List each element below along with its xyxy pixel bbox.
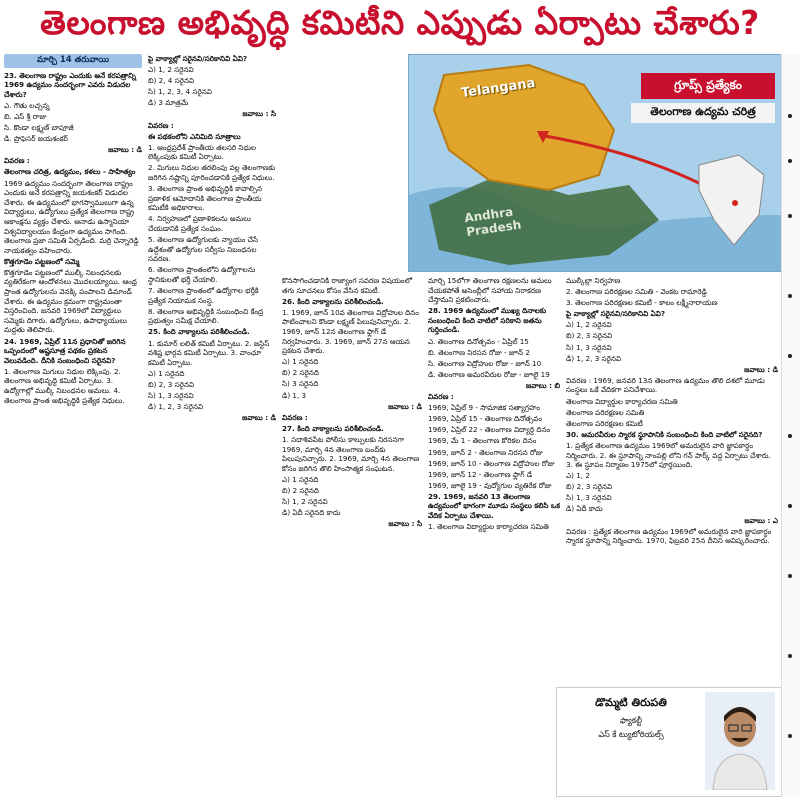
question-30-body: 1. ప్రత్యేక తెలంగాణ ఉద్యమం 1969లో అమరులైన వారి జ్ఞాపకార్థం నిర్మించారు. 2. ఈ స్థూపాన్ని నాంపల్లి లోని గన్ పార్క్ వద్ద ఏర్పాటు చేశారు. 3. ఈ స్థూపం నిర్మాణం 1975లో పూర్తయింది. xyxy=(566,440,771,470)
bullet-dot xyxy=(788,294,792,298)
option-d: డి) 3 మాత్రమే xyxy=(148,98,189,108)
question-25-body: 1. కుమార్ లలిత్ కమిటీ ఏర్పాటు. 2. జస్టిస్ వశిష్ట భార్గవ కమిటీ ఏర్పాటు. 3. వాంఛూ కమిటీ ఏర్పాటు. xyxy=(148,338,270,367)
q26-option-c: సి) 3 సరైనది xyxy=(282,379,319,389)
q23-option-b: బి. ఎస్ శ్రీ రాజు xyxy=(4,111,47,121)
telangana-map-label: Telangana xyxy=(460,75,537,102)
bullet-dot xyxy=(788,574,792,578)
andhra-map-label: Andhra Pradesh xyxy=(463,204,523,240)
point-7: 7. తెలంగాణ ప్రాంతంలో ఉద్యోగాల భర్తీకి ప్రత్యేక నియామక సంస్థ. xyxy=(148,286,259,305)
q27-option-b: బి) 2 సరైనది xyxy=(282,485,319,495)
explanation-body-2: కొత్తగూడెం పట్టణంలో ముల్కీ నిబంధనలకు వ్యతిరేకంగా ఆందోళనలు మొదలయ్యాయి. ఆంధ్ర ప్రాంత ఉద్యోగులను వెనక్కి పంపాలని డిమాండ్ చేశారు. ఈ ఉద్యమం క్రమంగా రాష్ట్రమంతా విస్తరించింది. జనవరి 1969లో విద్యార్థులు సమ్మెకు దిగారు. ఉద్యోగులు, ఉపాధ్యాయులు మద్దతు తెలిపారు. xyxy=(4,267,137,335)
option-a: ఎ) 1, 2 సరైనవి xyxy=(566,320,612,330)
bullet-1: తెలంగాణ విద్యార్థుల కార్యాచరణ సమితి xyxy=(566,396,678,406)
day-6: 1969, జూన్ 10 - తెలంగాణ విద్రోహుల రోజు xyxy=(428,458,555,468)
q23-option-a: ఎ. గౌతు లచ్చన్న xyxy=(4,100,50,110)
q27-answer: జవాబు : సి xyxy=(388,519,422,529)
q23-option-d: డి. ప్రొఫెసర్ జయశంకర్ xyxy=(4,134,68,144)
bullet-2: తెలంగాణ పరిరక్షణల సమితి xyxy=(566,407,645,417)
day-4: 1969, మే 1 - తెలంగాణ కోరికల దినం xyxy=(428,436,537,446)
groups-special-badge: గ్రూప్స్ ప్రత్యేకం xyxy=(641,73,775,99)
q23-answer: జవాబు : డి xyxy=(108,145,142,155)
point-1: ముల్కీల్లా నిర్వహణ xyxy=(566,276,621,285)
subheading: ఈ పథకంలోని ఎనిమిది సూత్రాలు xyxy=(148,131,241,141)
q28-answer: జవాబు : బి xyxy=(525,380,560,390)
question-24: 24. 1969, ఏప్రిల్ 11న ప్రధానితో జరిగిన ఒప్పందంలో అష్టసూత్ర పథకం ప్రకటన వెలువడింది. దీనికి సంబంధించి సరైనవి? xyxy=(4,336,126,365)
q26-option-d: డి) 1, 3 xyxy=(282,390,307,400)
explanation-body: వివరణ : 1969, జనవరి 13న తెలంగాణ ఉద్యమం తొలి దశలో మూడు సంస్థలు ఒకే వేదికగా పనిచేశాయి. xyxy=(566,375,765,395)
intro-text: కొనసాగించడానికి రాజ్యాంగ సవరణ విషయంలో తగు సూచనలు కోసం వేసిన కమిటీ. xyxy=(282,276,412,295)
q30-option-b: బి) 2, 3 సరైనవి xyxy=(566,482,613,492)
movement-history-label: తెలంగాణ ఉద్యమ చరిత్ర xyxy=(631,103,775,123)
q25-option-d: డి) 1, 2, 3 సరైనవి xyxy=(148,402,204,412)
explanation-head: వివరణ : xyxy=(148,120,174,130)
question-30: 30. ఆమరవీరుల స్మారక స్థూపానికి సంబంధించి కింది వాటిలో సరైనది? xyxy=(566,429,763,439)
q26-option-b: బి) 2 సరైనది xyxy=(282,368,319,378)
page-headline: తెలంగాణ అభివృద్ధి కమిటీని ఎప్పుడు ఏర్పాటు చేశారు? xyxy=(40,2,760,42)
option-c: సి) 1, 3 సరైనవి xyxy=(566,342,612,352)
q27-option-a: ఎ) 1 సరైనది xyxy=(282,474,319,484)
q26-answer: జవాబు : డి xyxy=(388,401,422,411)
column-4 xyxy=(428,276,560,684)
option-b: బి) 2, 3 సరైనవి xyxy=(566,331,613,341)
bullet-dot xyxy=(788,654,792,658)
point-1: 1. ఆంధ్రప్రదేశ్ ప్రాంతీయ తలసరి నిధుల లెక్కింపుకు కమిటీ ఏర్పాటు. xyxy=(148,142,257,162)
option-a: ఎ) 1, 2 సరైనవి xyxy=(148,65,194,75)
author-role: ఫ్యాకల్టీ xyxy=(620,716,642,725)
point-3: 3. తెలంగాణ పరిరక్షణల కమిటీ - కాలం లక్ష్మీనారాయణ xyxy=(566,298,718,308)
option-b: బి) 2, 4 సరైనవి xyxy=(148,76,195,86)
q30-answer: జవాబు : ఎ xyxy=(744,515,778,525)
explanation-body: 1969 ఉద్యమం సందర్భంగా తెలంగాణ రాష్ట్రం ఎందుకు అనే కరపత్రాన్ని జయశంకర్ విడుదల చేశారు. ఈ ఉద్యమంలో భాగస్వాములుగా ఉన్న విద్యార్థులు, ఉద్యోగులు ప్రత్యేక తెలంగాణ రాష్ట్ర ఆకాంక్షను వ్యక్తం చేశారు. ఆనాడు ఉస్మానియా విశ్వవిద్యాలయం కేంద్రంగా ఉద్యమం సాగింది. తెలంగాణ ప్రజా సమితి ఏర్పడింది. మర్రి చెన్నారెడ్డి నాయకత్వం వహించారు. xyxy=(4,178,139,255)
day-2: 1969, ఏప్రిల్ 15 - తెలంగాణ దినోత్సవం xyxy=(428,414,543,424)
topic-head: తెలంగాణ చరిత్ర, ఉద్యమం, కళలు - సాహిత్యం xyxy=(4,167,136,177)
day-8: 1969, జూలై 19 - వుద్యోగుల వ్యతిరేక రోజు xyxy=(428,480,552,490)
bullet-dot xyxy=(788,159,792,163)
q28-option-b: బి. తెలంగాణ నిరసన రోజు - జూన్ 2 xyxy=(428,347,530,357)
q23-option-c: సి. కొండా లక్ష్మణ్ బాపూజీ xyxy=(4,123,74,133)
bullet-dot xyxy=(788,354,792,358)
author-box xyxy=(556,687,782,797)
point-6: 6. తెలంగాణ ప్రాంతంలోని ఉద్యోగాలను స్థానికులతో భర్తీ చేయాలి. xyxy=(148,265,256,284)
column-2 xyxy=(148,54,276,794)
question-26: 26. కింది వాక్యాలను పరిశీలించండి. xyxy=(282,296,384,306)
question-25: 25. కింది వాక్యాలను పరిశీలించండి. xyxy=(148,327,250,337)
point-2: 2. మిగులు నిధుల తరలింపు వల్ల తెలంగాణకు జరిగిన నష్టాన్ని పూరించడానికి ప్రత్యేక నిధులు. xyxy=(148,163,276,183)
question-head: పై వాక్యాల్లో సరైనవి/సరికానివి ఏవి? xyxy=(148,54,248,63)
bullet-3: తెలంగాణ పరిరక్షణల కమిటీ xyxy=(566,418,643,428)
q27-option-c: సి) 1, 2 సరైనవి xyxy=(282,496,328,506)
q28-option-d: డి. తెలంగాణ అమరవీరుల రోజు - జూలై 19 xyxy=(428,369,550,379)
author-avatar-icon xyxy=(705,692,775,790)
question-27: 27. కింది వాక్యాలను పరిశీలించండి. xyxy=(282,423,384,433)
day-1: 1969, ఏప్రిల్ 9 - సామాజిక సత్యాగ్రహం xyxy=(428,403,540,413)
explanation-head: వివరణ : xyxy=(428,392,454,402)
q30-option-a: ఎ) 1, 2 xyxy=(566,471,590,481)
point-4: 4. నిర్వహణలో ప్రణాళికలను అమలు చేయడానికి ప్రత్యేక సంఘం. xyxy=(148,214,251,233)
answer: జవాబు : డి xyxy=(744,364,778,374)
question-28: 28. 1969 ఉద్యమంలో ముఖ్య దినాలకు సంబంధించి కింది వాటిలో సరికాని జతను గుర్తించండి. xyxy=(428,306,547,335)
q30-option-c: సి) 1, 3 సరైనవి xyxy=(566,493,612,503)
continuation-band: మార్చి 14 తరువాయి xyxy=(4,54,142,68)
adjacent-column-strip xyxy=(781,54,800,797)
column-5 xyxy=(566,276,778,684)
author-photo xyxy=(705,692,775,790)
question-24-body: 1. తెలంగాణ మిగులు నిధుల లెక్కింపు. 2. తెలంగాణ అభివృద్ధి కమిటీ ఏర్పాటు. 3. ఉద్యోగాల్లో ముల్కీ నిబంధనల అమలు. 4. తెలంగాణ ప్రాంత అభివృద్ధికి ప్రత్యేక నిధులు. xyxy=(4,366,125,405)
q25-answer: జవాబు : డి xyxy=(242,413,276,423)
q25-option-c: సి) 1, 3 సరైనవి xyxy=(148,391,194,400)
q26-option-a: ఎ) 1 సరైనది xyxy=(282,357,319,367)
point-8: 8. తెలంగాణ అభివృద్ధికి సంబంధించి కేంద్ర ప్రభుత్వం సమీక్ష చేయాలి. xyxy=(148,306,264,326)
day-5: 1969, జూన్ 2 - తెలంగాణ నిరసన రోజు xyxy=(428,447,543,457)
question-26-body: 1. 1969, జూన్ 10వ తెలంగాణ విద్రోహుల దినం పాటించాలని కొండా లక్ష్మణ్ పిలుపునిచ్చారు. 2. 1969, జూన్ 12న తెలంగాణ ఫ్లాగ్ డే నిర్వహించారు. 3. 1969, జూన్ 27న ఆయన ప్రకటన చేశారు. xyxy=(282,307,419,356)
point-5: 5. తెలంగాణ ఉద్యోగులకు న్యాయం చేసే ఉద్దేశంతో ఉద్యోగుల సర్వీసు నిబంధనల సవరణ. xyxy=(148,235,259,264)
q28-option-c: సి. తెలంగాణ విద్రోహుల రోజు - జూన్ 10 xyxy=(428,358,542,368)
point-2: 2. తెలంగాణ పరిరక్షణల సమితి - వెంకట రామారెడ్డి xyxy=(566,287,707,297)
bullet-dot xyxy=(788,214,792,218)
column-1 xyxy=(4,54,142,794)
question-23: 23. తెలంగాణ రాష్ట్రం ఎందుకు అనే కరపత్రాన్ని 1969 ఉద్యమం సందర్భంగా ఎవరు విడుదల చేశారు? xyxy=(4,70,136,99)
answer: జవాబు : సి xyxy=(242,109,276,119)
bullet-dot xyxy=(788,434,792,438)
bullet-dot xyxy=(788,504,792,508)
telangana-map-graphic xyxy=(408,54,782,272)
q27-option-d: డి) ఏదీ సరైనది కాదు xyxy=(282,508,341,518)
q28-option-a: ఎ. తెలంగాణ దినోత్సవం - ఏప్రిల్ 15 xyxy=(428,336,529,346)
question-29: 29. 1969, జనవరి 13 తెలంగాణ ఉద్యమంలో భాగంగా మూడు సంస్థలు కలిసి ఒక వేదిక ఏర్పాటు చేశాయి. xyxy=(428,491,560,521)
question-head: పై వాక్యాల్లో సరైనవి/సరికానివి ఏవి? xyxy=(566,309,666,319)
intro-text: మార్చి 15లోగా తెలంగాణ రక్షణలను అమలు చేయకపోతే అసెంబ్లీలో సహాయ నిరాకరణ చేస్తామని ప్రకటించారు. xyxy=(428,276,552,305)
day-3: 1969, ఏప్రిల్ 22 - తెలంగాణ విద్యార్థి దినం xyxy=(428,425,551,435)
bullet-dot xyxy=(788,114,792,118)
author-name: డొమ్మటి తిరుపతి xyxy=(595,696,667,709)
author-institute: ఎస్ కే ట్యుటోరియల్స్ xyxy=(598,730,664,739)
bullet-dot xyxy=(788,734,792,738)
explanation-head: వివరణ : xyxy=(282,412,308,422)
column-3 xyxy=(282,276,422,791)
subheading: కొత్తగూడెం పట్టణంలో సమ్మె xyxy=(4,256,80,266)
q30-explanation: వివరణ : ప్రత్యేక తెలంగాణ ఉద్యమం 1969లో అమరులైన వారి జ్ఞాపకార్థం స్మారక స్థూపాన్ని నిర్మించారు. 1970, ఫిబ్రవరి 25న దీనిని ఆవిష్కరించారు. xyxy=(566,526,772,546)
q30-option-d: డి) ఏదీ కాదు xyxy=(566,504,603,514)
question-27-body: 1. సదాశివపేట పోలీసు కాల్పులకు నిరసనగా 1969, మార్చి 4న తెలంగాణ బంద్‌కు పిలుపునిచ్చారు. 2. 1969, మార్చి 4న తెలంగాణ కోసం జరిగిన తొలి హింసాత్మక సంఘటన. xyxy=(282,434,420,473)
q25-option-a: ఎ) 1 సరైనది xyxy=(148,368,185,378)
explanation-head: వివరణ : xyxy=(4,156,30,166)
point-3: 3. తెలంగాణ ప్రాంత అభివృద్ధికి కావాల్సిన ప్రణాళిక ఆమోదానికి తెలంగాణ ప్రాంతీయ కమిటీకి అధికారాలు. xyxy=(148,184,263,213)
day-7: 1969, జూన్ 12 - తెలంగాణ ఫ్లాగ్ డే xyxy=(428,469,533,479)
option-c: సి) 1, 2, 3, 4 సరైనవి xyxy=(148,87,212,97)
question-29-body: 1. తెలంగాణ విద్యార్థుల కార్యాచరణ సమితి xyxy=(428,522,549,532)
option-d: డి) 1, 2, 3 సరైనవి xyxy=(566,353,622,363)
q25-option-b: బి) 2, 3 సరైనవి xyxy=(148,379,195,389)
